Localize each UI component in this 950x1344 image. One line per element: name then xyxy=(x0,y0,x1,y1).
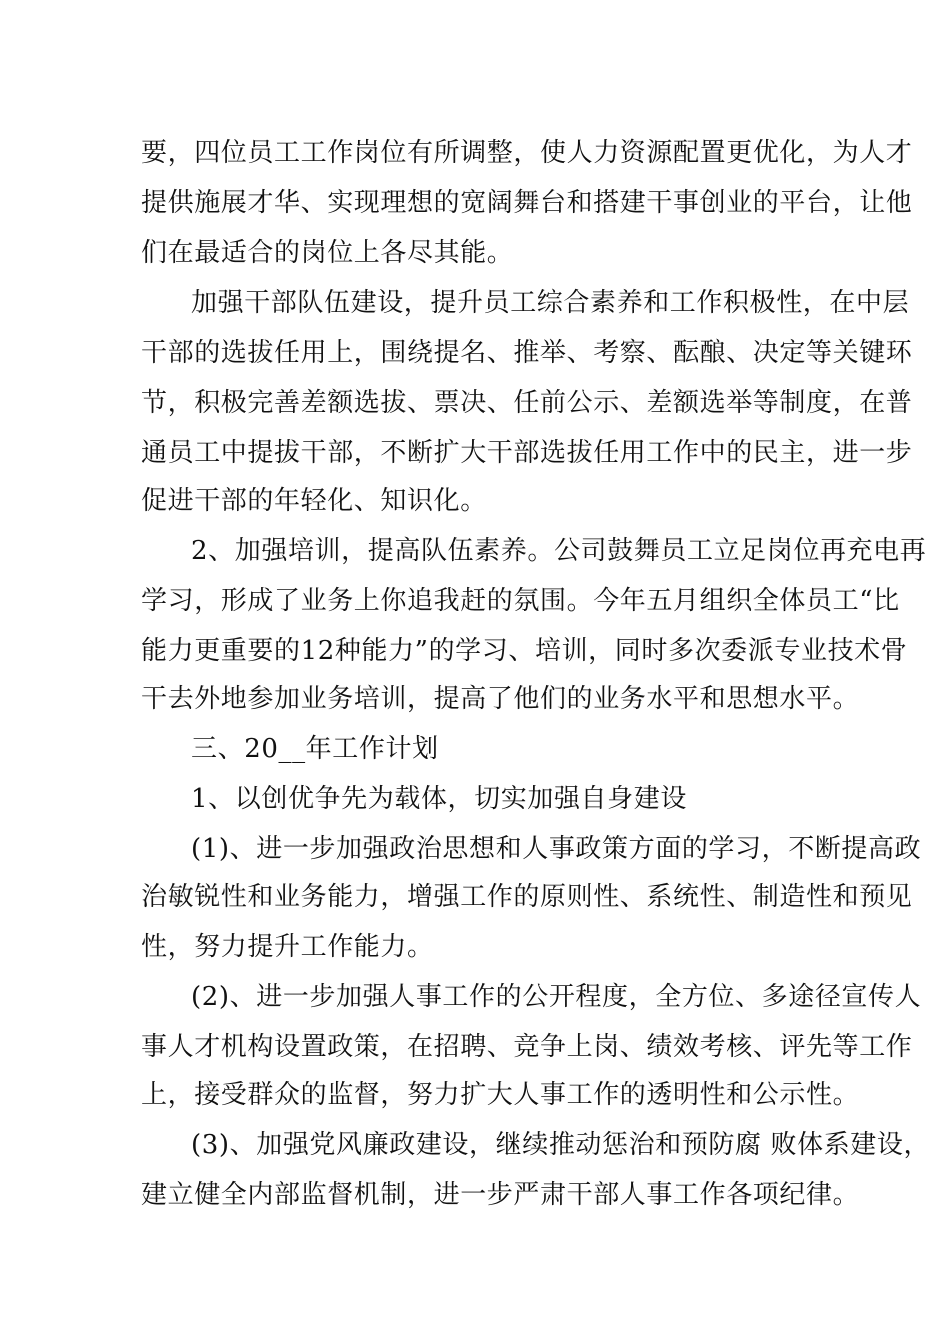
text-line: 们在最适合的岗位上各尽其能。 xyxy=(141,238,514,268)
text-line: 加强干部队伍建设，提升员工综合素养和工作积极性，在中层 xyxy=(191,288,910,318)
text-line: 干部的选拔任用上，围绕提名、推举、考察、酝酿、决定等关键环 xyxy=(141,338,913,368)
text-line: 学习，形成了业务上你追我赶的氛围。今年五月组织全体员工“比 xyxy=(141,586,900,616)
subsection-heading: 1、以创优争先为载体，切实加强自身建设 xyxy=(191,784,687,814)
text-line: 治敏锐性和业务能力，增强工作的原则性、系统性、制造性和预见 xyxy=(141,882,913,912)
text-line: 通员工中提拔干部，不断扩大干部选拔任用工作中的民主，进一步 xyxy=(141,438,913,468)
text-line: 促进干部的年轻化、知识化。 xyxy=(141,486,487,516)
text-line: (3)、加强党风廉政建设，继续推动惩治和预防腐 败体系建设， xyxy=(191,1130,931,1160)
text-line: 节，积极完善差额选拔、票决、任前公示、差额选举等制度，在普 xyxy=(141,388,913,418)
text-line: (1)、进一步加强政治思想和人事政策方面的学习，不断提高政 xyxy=(191,834,922,864)
text-line: 2、加强培训，提高队伍素养。公司鼓舞员工立足岗位再充电再 xyxy=(191,536,927,566)
text-line: 上，接受群众的监督，努力扩大人事工作的透明性和公示性。 xyxy=(141,1080,860,1110)
text-line: 干去外地参加业务培训，提高了他们的业务水平和思想水平。 xyxy=(141,684,860,714)
section-heading: 三、20__年工作计划 xyxy=(191,734,439,764)
text-line: 事人才机构设置政策，在招聘、竞争上岗、绩效考核、评先等工作 xyxy=(141,1032,913,1062)
text-line: 提供施展才华、实现理想的宽阔舞台和搭建干事创业的平台，让他 xyxy=(141,188,913,218)
text-line: 建立健全内部监督机制，进一步严肃干部人事工作各项纪律。 xyxy=(141,1180,860,1210)
text-line: 能力更重要的12种能力”的学习、培训，同时多次委派专业技术骨 xyxy=(141,636,908,666)
text-line: 性，努力提升工作能力。 xyxy=(141,932,434,962)
text-line: (2)、进一步加强人事工作的公开程度，全方位、多途径宣传人 xyxy=(191,982,922,1012)
text-line: 要，四位员工工作岗位有所调整，使人力资源配置更优化，为人才 xyxy=(141,138,913,168)
